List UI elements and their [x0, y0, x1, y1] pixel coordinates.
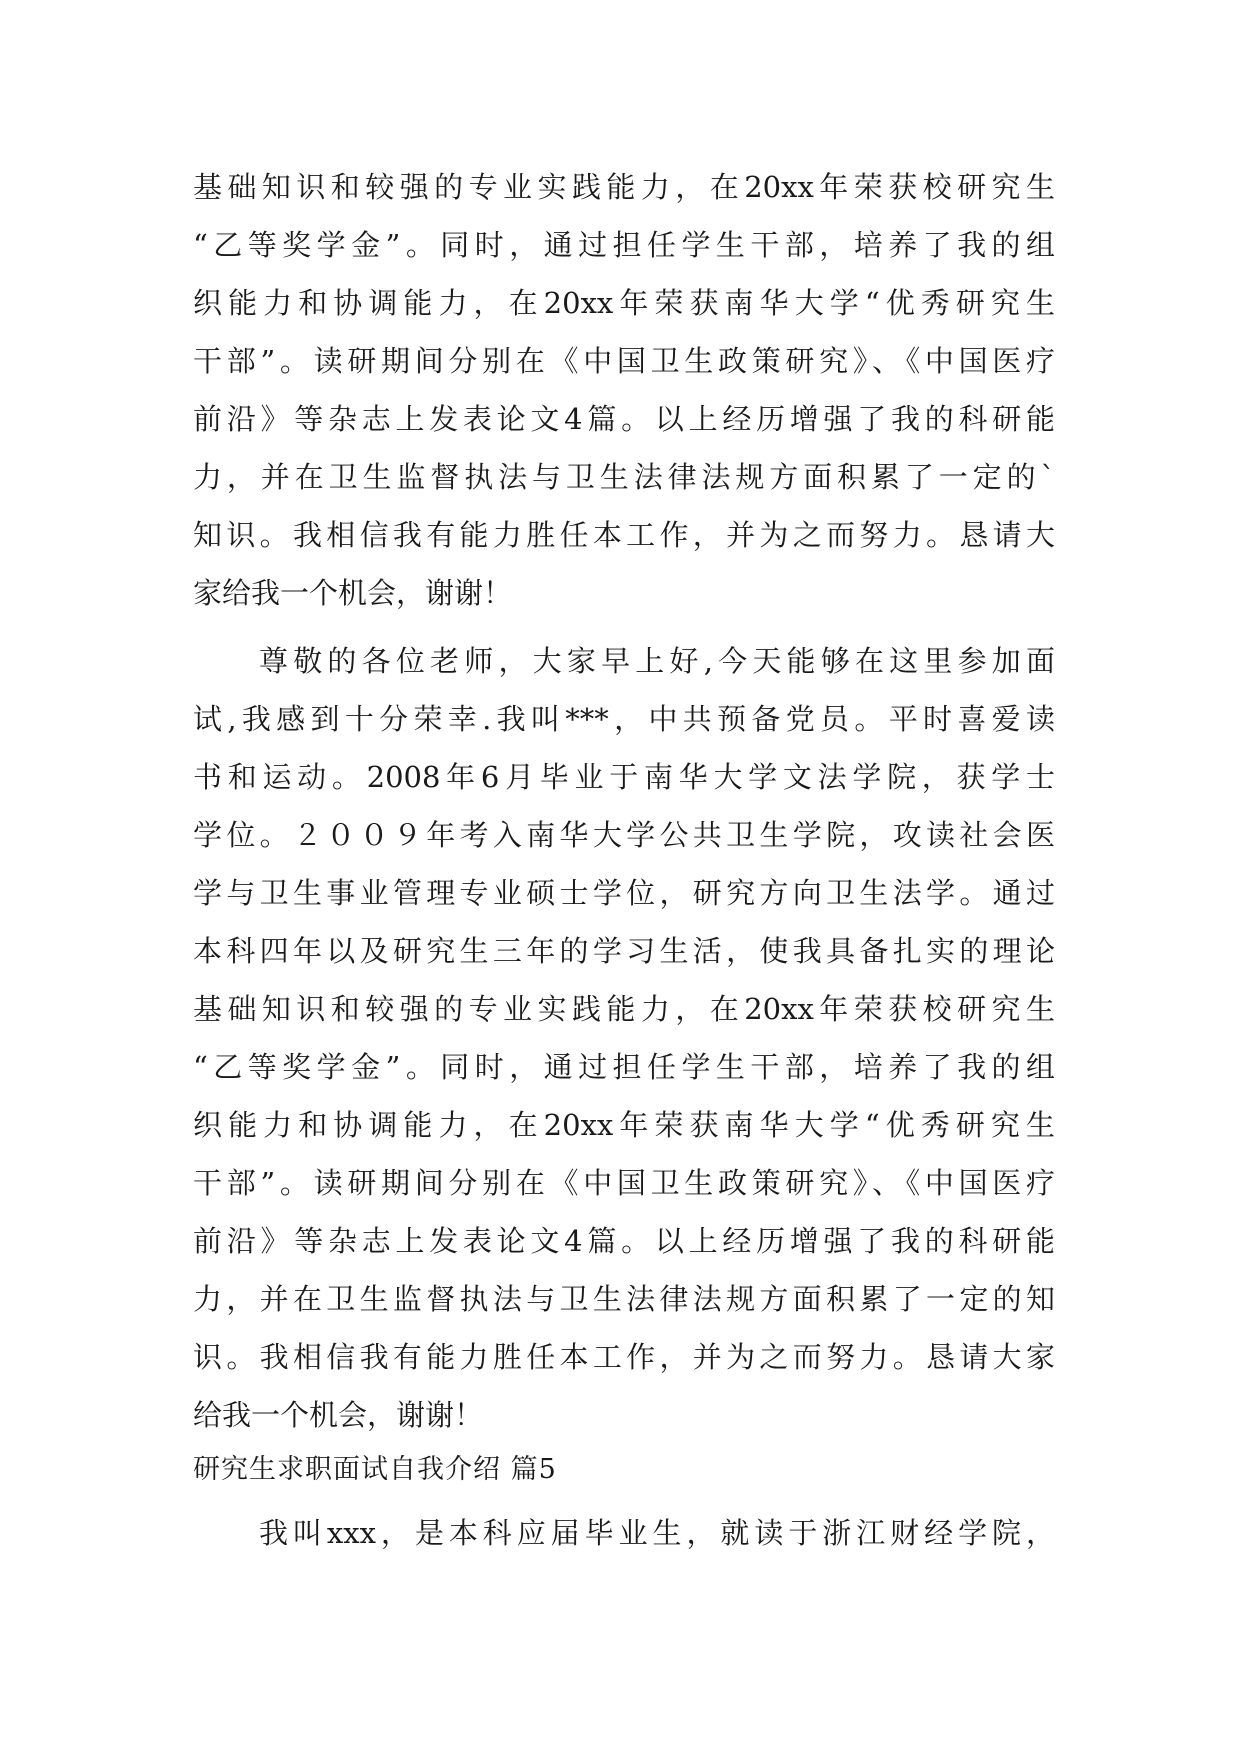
text-line: 基础知识和较强的专业实践能力，在20xx年荣获校研究生 — [193, 170, 1055, 204]
text-line: 力，并在卫生监督执法与卫生法律法规方面积累了一定的知 — [193, 1282, 1055, 1316]
section-heading: 研究生求职面试自我介绍 篇5 — [193, 1454, 557, 1485]
text-line: 给我一个机会，谢谢！ — [193, 1398, 484, 1432]
document-body — [193, 158, 1055, 1562]
text-line: “乙等奖学金”。同时，通过担任学生干部，培养了我的组 — [193, 228, 1055, 262]
text-line: 家给我一个机会，谢谢！ — [193, 576, 513, 610]
text-line: 基础知识和较强的专业实践能力，在20xx年荣获校研究生 — [193, 992, 1055, 1026]
text-line: 前沿》等杂志上发表论文4篇。以上经历增强了我的科研能 — [193, 402, 1055, 436]
paragraph-third — [193, 1504, 1055, 1562]
text-line: 织能力和协调能力，在20xx年荣获南华大学“优秀研究生 — [193, 1108, 1055, 1142]
text-line: 织能力和协调能力，在20xx年荣获南华大学“优秀研究生 — [193, 286, 1055, 320]
text-line: 干部”。读研期间分别在《中国卫生政策研究》、《中国医疗 — [193, 1166, 1055, 1200]
text-line: “乙等奖学金”。同时，通过担任学生干部，培养了我的组 — [193, 1050, 1055, 1084]
text-line: 本科四年以及研究生三年的学习生活，使我具备扎实的理论 — [193, 934, 1055, 968]
text-line: 知识。我相信我有能力胜任本工作，并为之而努力。恳请大 — [193, 518, 1055, 552]
text-line: 力，并在卫生监督执法与卫生法律法规方面积累了一定的` — [193, 460, 1055, 494]
text-line: 前沿》等杂志上发表论文4篇。以上经历增强了我的科研能 — [193, 1224, 1055, 1258]
paragraph-gap — [193, 622, 1055, 632]
text-line: 学与卫生事业管理专业硕士学位，研究方向卫生法学。通过 — [193, 876, 1055, 910]
paragraph-second — [193, 632, 1055, 1444]
text-line: 干部”。读研期间分别在《中国卫生政策研究》、《中国医疗 — [193, 344, 1055, 378]
text-line: 书和运动。2008年6月毕业于南华大学文法学院，获学士 — [193, 760, 1055, 794]
text-line: 学位。２００９年考入南华大学公共卫生学院，攻读社会医 — [193, 818, 1055, 852]
paragraph-continued — [193, 158, 1055, 622]
text-line: 我叫xxx，是本科应届毕业生，就读于浙江财经学院， — [259, 1516, 1055, 1550]
text-line: 试,我感到十分荣幸.我叫***，中共预备党员。平时喜爱读 — [193, 702, 1055, 736]
text-line: 尊敬的各位老师，大家早上好,今天能够在这里参加面 — [259, 644, 1055, 678]
text-line: 识。我相信我有能力胜任本工作，并为之而努力。恳请大家 — [193, 1340, 1055, 1374]
